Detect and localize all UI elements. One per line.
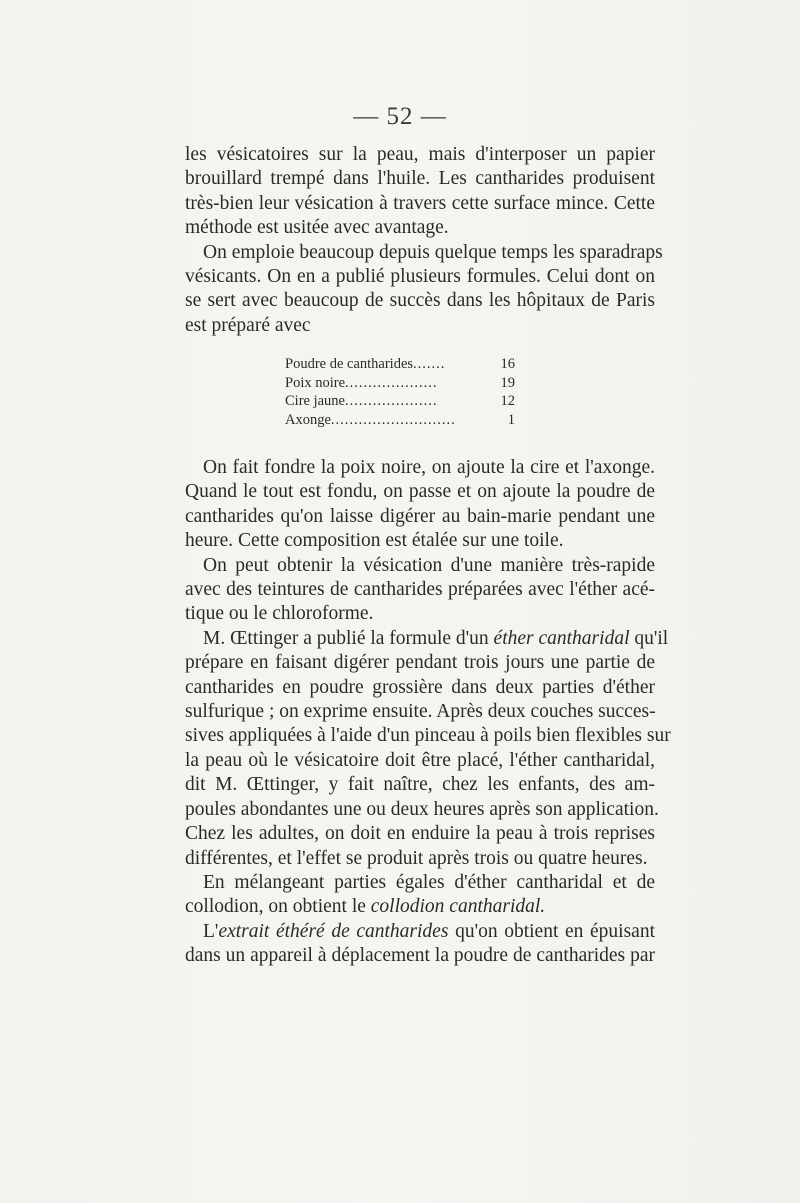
page-number: — 52 — (353, 103, 447, 130)
text-line (185, 895, 655, 919)
recipe-ingredient: Cire jaune (285, 393, 345, 409)
recipe-ingredient: Poix noire (285, 374, 346, 391)
text-line: méthode est usitée avec avantage. (185, 217, 449, 239)
text-line: poules abondantes une ou deux heures après son application. (185, 798, 659, 820)
recipe-leader-dots: .................... (345, 374, 438, 391)
recipe-ingredient: Axonge (285, 411, 331, 428)
paragraph-block-2 (185, 456, 671, 969)
recipe-ingredient: Poudre de cantharides (285, 356, 414, 372)
text-line: très-bien leur vésication à travers cette surface mince. Cette (185, 192, 655, 214)
recipe-table (285, 355, 515, 429)
recipe-leader-dots: .................... (345, 393, 438, 409)
text-line: dans un appareil à déplacement la poudre de cantharides par (185, 945, 655, 967)
recipe-leader-dots: ....... (413, 356, 446, 372)
text-line: les vésicatoires sur la peau, mais d'interposer un papier (185, 144, 655, 165)
text-line: On fait fondre la poix noire, on ajoute la cire et l'axonge. (203, 457, 655, 478)
recipe-quantity: 19 (500, 374, 515, 391)
text-line: se sert avec beaucoup de succès dans les hôpitaux de Paris (185, 290, 655, 312)
text-line: sives appliquées à l'aide d'un pinceau à poils bien flexibles sur (185, 725, 671, 747)
text-line: En mélangeant parties égales d'éther cantharidal et de (203, 871, 655, 893)
text-line: différentes, et l'effet se produit après trois ou quatre heures. (185, 847, 648, 869)
paragraph-block-1 (185, 143, 663, 338)
italic-term: éther cantharidal (493, 627, 630, 649)
text-line: heure. Cette composition est étalée sur une toile. (185, 530, 564, 552)
text-line: prépare en faisant digérer pendant trois jours une partie de (185, 652, 655, 674)
recipe-leader-dots: ........................... (330, 411, 456, 428)
text-line: brouillard trempé dans l'huile. Les cantharides produisent (185, 168, 655, 190)
text-line: sulfurique ; on exprime ensuite. Après deux couches succes- (185, 701, 656, 723)
text-line: est préparé avec (185, 314, 311, 336)
recipe-row (285, 355, 515, 374)
italic-term: collodion cantharidal. (370, 896, 546, 918)
text-line: tique ou le chloroforme. (185, 603, 374, 625)
recipe-quantity: 1 (507, 411, 515, 428)
text-line: avec des teintures de cantharides préparées avec l'éther acé- (185, 579, 655, 601)
text-line: On emploie beaucoup depuis quelque temps les sparadraps (203, 241, 663, 263)
text-line: Chez les adultes, on doit en enduire la peau à trois reprises (185, 823, 655, 845)
text-line: cantharides en poudre grossière dans deux parties d'éther (185, 676, 655, 698)
text-line (185, 920, 655, 944)
italic-term: extrait éthéré de cantharides (218, 920, 449, 942)
recipe-quantity: 12 (500, 393, 515, 409)
recipe-row (285, 392, 515, 411)
text-line (185, 627, 669, 651)
text-line: cantharides qu'on laisse digérer au bain-marie pendant une (185, 505, 655, 527)
text-line: vésicants. On en a publié plusieurs formules. Celui dont on (185, 266, 655, 288)
recipe-row (285, 374, 515, 393)
recipe-quantity: 16 (500, 356, 515, 372)
text-fragment: qu'on obtient en épuisant (455, 920, 656, 942)
text-line: On peut obtenir la vésication d'une manière très-rapide (203, 554, 655, 576)
text-fragment: L' (203, 920, 219, 942)
text-fragment: collodion, on obtient le (185, 896, 366, 918)
text-line: Quand le tout est fondu, on passe et on ajoute la poudre de (185, 481, 655, 503)
text-line: la peau où le vésicatoire doit être placé, l'éther cantharidal, (185, 749, 655, 771)
text-fragment: qu'il (634, 627, 669, 649)
text-fragment: M. Œttinger a publié la formule d'un (203, 627, 489, 649)
text-line: dit M. Œttinger, y fait naître, chez les enfants, des am- (185, 774, 655, 796)
recipe-row (285, 411, 515, 430)
